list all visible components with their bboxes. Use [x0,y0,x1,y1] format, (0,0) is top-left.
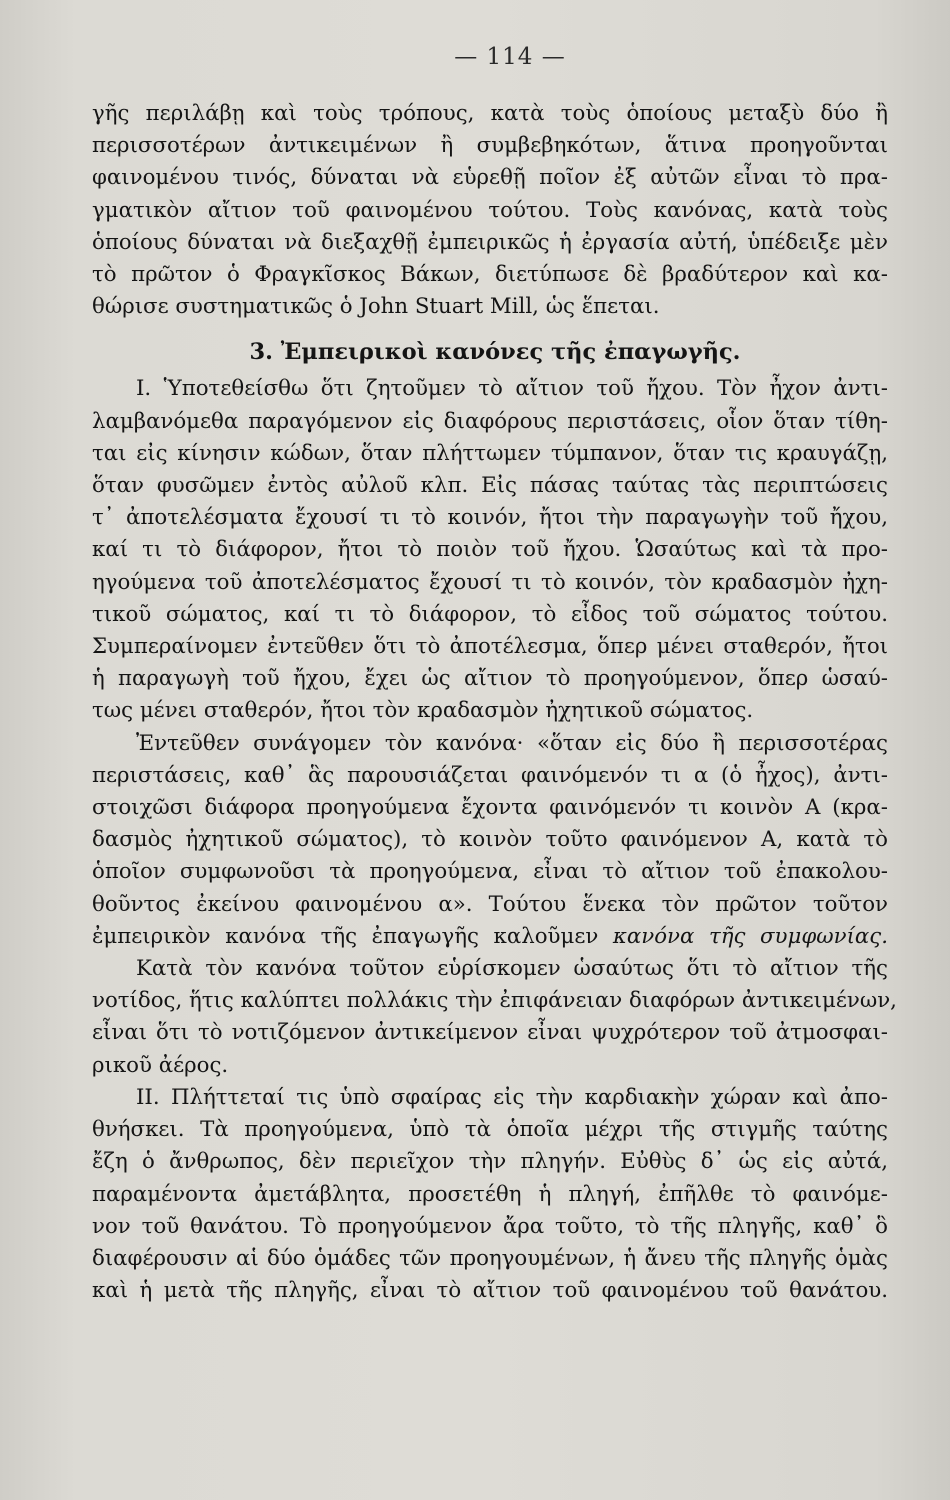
text-line: θνήσκει. Τὰ προηγούμενα, ὑπὸ τὰ ὁποῖα μέχρι τῆς στιγμῆς ταύτης [92,1117,888,1143]
text-line: νοτίδος, ἥτις καλύπτει πολλάκις τὴν ἐπιφάνειαν διαφόρων ἀντικειμένων, [92,988,897,1014]
text-line: θώρισε συστηματικῶς ὁ John Stuart Mill, ὡς ἕπεται. [92,294,660,320]
text-line: ΙΙ. Πλήττεταί τις ὑπὸ σφαίρας εἰς τὴν καρδιακὴν χώραν καὶ ἀπο- [136,1084,888,1110]
text-line: καί τι τὸ διάφορον, ἤτοι τὸ ποιὸν τοῦ ἤχου. Ὡσαύτως καὶ τὰ προ- [92,537,888,563]
text-line: ὁποίους δύναται νὰ διεξαχθῇ ἐμπειρικῶς ἡ ἐργασία αὐτή, ὑπέδειξε μὲν [92,229,888,255]
text-line: περισσοτέρων ἀντικειμένων ἢ συμβεβηκότων, ἅτινα προηγοῦνται [92,133,888,159]
italic-term: κανόνα τῆς συμφωνίας. [612,923,888,949]
text-line: ὁποῖον συμφωνοῦσι τὰ προηγούμενα, εἶναι τὸ αἴτιον τοῦ ἐπακολου- [92,859,888,885]
text-line [92,921,888,953]
text-line: τ᾽ ἀποτελέσματα ἔχουσί τι τὸ κοινόν, ἤτοι τὴν παραγωγὴν τοῦ ἤχου, [92,505,888,531]
text-line: νον τοῦ θανάτου. Τὸ προηγούμενον ἄρα τοῦτο, τὸ τῆς πληγῆς, καθ᾽ ὃ [92,1213,888,1239]
text-line: τὸ πρῶτον ὁ Φραγκῖσκος Βάκων, διετύπωσε δὲ βραδύτερον καὶ κα- [92,262,888,288]
paragraph-rule-one [92,373,888,727]
text-line: παραμένοντα ἀμετάβλητα, προσετέθη ἡ πληγή, ἐπῆλθε τὸ φαινόμε- [92,1181,888,1207]
text-line: τως μένει σταθερόν, ἤτοι τὸν κραδασμὸν ἠχητικοῦ σώματος. [92,698,754,724]
text-line: ἔζη ὁ ἄνθρωπος, δὲν περιεῖχον τὴν πληγήν. Εὐθὺς δ᾽ ὡς εἰς αὐτά, [92,1149,888,1175]
text-line: Συμπεραίνομεν ἐντεῦθεν ὅτι τὸ ἀποτέλεσμα, ὅπερ μένει σταθερόν, ἤτοι [92,634,888,660]
paragraph-dew-example [92,953,897,1082]
paragraph-intro [92,98,888,323]
text-line: στοιχῶσι διάφορα προηγούμενα ἔχοντα φαινόμενόν τι κοινὸν Α (κρα- [92,795,888,821]
paragraph-rule-two [92,1082,888,1307]
text-line: διαφέρουσιν αἱ δύο ὁμάδες τῶν προηγουμένων, ἡ ἄνευ τῆς πληγῆς ὁμὰς [92,1245,888,1271]
text-line: Ι. Ὑποτεθείσθω ὅτι ζητοῦμεν τὸ αἴτιον τοῦ ἤχου. Τὸν ἦχον ἀντι- [136,376,888,402]
page-number: — 114 — [454,44,566,70]
text-line: περιστάσεις, καθ᾽ ἃς παρουσιάζεται φαινόμενόν τι α (ὁ ἦχος), ἀντι- [92,762,888,788]
text-line: ηγούμενα τοῦ ἀποτελέσματος ἔχουσί τι τὸ κοινόν, τὸν κραδασμὸν ἠχη- [92,569,888,595]
text-line: ὅταν φυσῶμεν ἐντὸς αὐλοῦ κλπ. Εἰς πάσας ταύτας τὰς περιπτώσεις [92,473,888,499]
text-line: φαινομένου τινός, δύναται νὰ εὑρεθῇ ποῖον ἐξ αὐτῶν εἶναι τὸ πρα- [92,165,888,191]
text-line: γματικὸν αἴτιον τοῦ φαινομένου τούτου. Τοὺς κανόνας, κατὰ τοὺς [92,197,888,223]
text-line: δασμὸς ἠχητικοῦ σώματος), τὸ κοινὸν τοῦτο φαινόμενον Α, κατὰ τὸ [92,827,888,853]
text-line: ται εἰς κίνησιν κώδων, ὅταν πλήττωμεν τύμπανον, ὅταν τις κραυγάζῃ, [92,440,888,466]
text-line: ρικοῦ ἀέρος. [92,1052,229,1078]
text-line: Κατὰ τὸν κανόνα τοῦτον εὑρίσκομεν ὡσαύτως ὅτι τὸ αἴτιον τῆς [136,956,888,982]
text-line: εἶναι ὅτι τὸ νοτιζόμενον ἀντικείμενον εἶναι ψυχρότερον τοῦ ἀτμοσφαι- [92,1020,888,1046]
paragraph-agreement-rule [92,728,888,953]
text-line: τικοῦ σώματος, καί τι τὸ διάφορον, τὸ εἶδος τοῦ σώματος τούτου. [92,601,888,627]
text-line: ἡ παραγωγὴ τοῦ ἤχου, ἔχει ὡς αἴτιον τὸ προηγούμενον, ὅπερ ὡσαύ- [92,666,888,692]
text-line: θοῦντος ἐκείνου φαινομένου α». Τούτου ἕνεκα τὸν πρῶτον τοῦτον [92,891,888,917]
section-heading: 3. Ἐμπειρικοὶ κανόνες τῆς ἐπαγωγῆς. [249,339,741,366]
text-fragment: ἐμπειρικὸν κανόνα τῆς ἐπαγωγῆς καλοῦμεν [92,923,599,949]
text-line: γῆς περιλάβῃ καὶ τοὺς τρόπους, κατὰ τοὺς ὁποίους μεταξὺ δύο ἢ [92,101,888,126]
text-line: λαμβανόμεθα παραγόμενον εἰς διαφόρους περιστάσεις, οἷον ὅταν τίθη- [92,408,888,434]
text-line: καὶ ἡ μετὰ τῆς πληγῆς, εἶναι τὸ αἴτιον τοῦ φαινομένου τοῦ θανάτου. [92,1278,888,1304]
text-line: Ἐντεῦθεν συνάγομεν τὸν κανόνα· «ὅταν εἰς δύο ἢ περισσοτέρας [136,730,888,756]
